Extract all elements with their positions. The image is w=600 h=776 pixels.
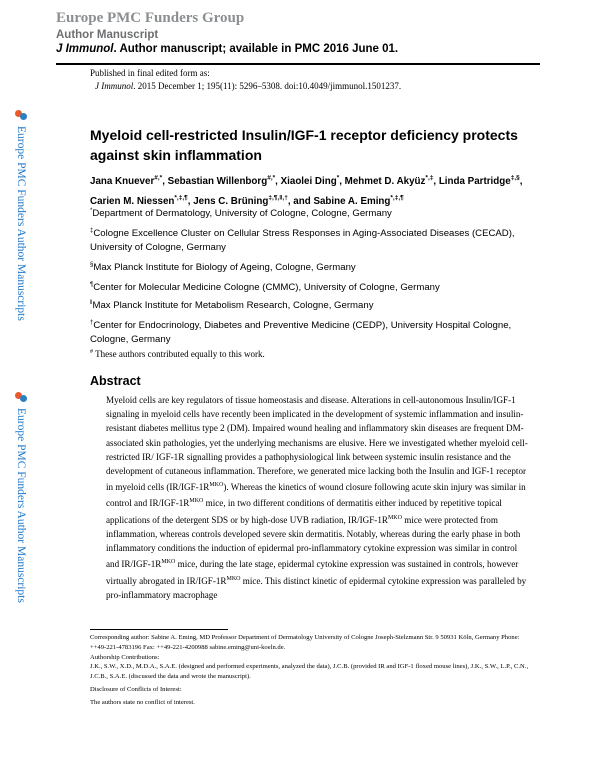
manuscript-type: Author Manuscript [56,29,159,41]
availability-line [56,43,398,55]
disclosure-text: The authors state no conflict of interest. [90,698,195,706]
published-label: Published in final edited form as: [90,68,210,78]
author: Xiaolei Ding*, [280,175,345,188]
side-label: Europe PMC Funders Author Manuscripts [15,126,27,321]
side-label: Europe PMC Funders Author Manuscripts [15,408,27,603]
author: Mehmet D. Akyüz*,‡, [344,175,439,188]
side-watermark-bottom [12,392,30,603]
footnotes [90,633,536,708]
published-citation-text: . 2015 December 1; 195(11): 5296–5308. doi:10.4049/jimmunol.1501237. [133,81,402,91]
paper-title: Myeloid cell-restricted Insulin/IGF-1 receptor deficiency protects against skin inflammation [90,127,518,163]
abstract-heading: Abstract [90,374,141,388]
affiliation: *Department of Dermatology, University of Cologne, Cologne, Germany [90,208,392,220]
affiliation: ‡Cologne Excellence Cluster on Cellular Stress Responses in Aging-Associated Diseases (CECAD), University of Cologne, Germany [90,228,515,253]
equal-contribution-note: # These authors contributed equally to this work. [90,349,265,359]
author: Jana Knuever#,*, [90,175,168,188]
author-list [90,171,530,210]
side-watermark-top [12,110,30,321]
contributions-text: J.K., S.W., X.D., M.D.A., S.A.E. (designed and performed experiments, analyzed the data), J.C.B. (provided IR and IGF-1 floxed mouse lines), J.K., S.W., L.P., C.N., J.C.B., S.A.E. (discussed the data and wrote the manuscript). [90,663,529,681]
published-info [90,67,401,93]
disclosure-label: Disclosure of Conflicts of Interest: [90,685,182,693]
author: Jens C. Brüning$^{\ddagger,\P,ǁ,\dagger}$, and [193,194,314,207]
europe-pmc-logo-icon [15,110,27,122]
journal-name: J Immunol [56,43,114,55]
abstract-body: Myeloid cells are key regulators of tissue homeostasis and disease. Alterations in cell-autonomous Insulin/IGF-1 signaling in myeloid cells have recently been implicated in the development of systemic inflammation and insulin-resistant diabetes mellitus type 2 (DM). Impaired wound healing and inflammatory skin diseases are frequent DM-associated skin pathologies, yet the underlying mechanisms are elusive. Here we investigated whether myeloid cell-restricted IR/ IGF-1R signalling provides a pathophysiological link between systemic insulin resistance and the development of cutaneous inflammation. Therefore, we generated mice lacking both the Insulin and IGF-1 receptor in myeloid cells $(IR/IGF-1R^{MKO})$. Whereas the kinetics of wound closure following acute skin injury was similar in control and $IR/IGF-1R^{MKO}$ mice, in two different conditions of dermatitis either induced by repetitive topical applications of the detergent SDS or by high-dose UVB radiation, $IR/IGF-1R^{MKO}$ mice were protected from inflammation, whereas controls developed severe skin dermatitis. Notably, whereas during the early phase in both inflammatory conditions the induction of epidermal pro-inflammatory cytokine expression was similar in control and $IR/IGF-1R^{MKO}$ mice, during the late stage, epidermal cytokine expression was sustained in controls, however virtually abrogated in $IR/IGF-1R^{MKO}$ mice. This distinct kinetic of epidermal cytokine expression was paralleled by pro-inflammatory macrophage [106,395,528,600]
availability-text: . Author manuscript; available in PMC 2016 June 01. [113,43,399,55]
europe-pmc-logo-icon [15,392,27,404]
author: Sabine A. Eming*,‡,¶ [313,194,404,207]
author: Sebastian Willenborg#,*, [167,175,281,188]
affiliation: §Max Planck Institute for Biology of Ageing, Cologne, Germany [90,262,356,274]
corresponding-author: Corresponding author: Sabine A. Eming, MD Professor Department of Dermatology University of Cologne Joseph-Stelzmann Str. 9 50931 Köln, Germany Phone: ++49-221-4783196 Fax: ++49-221-4200988 sabine.eming@uni-koeln.de. [90,634,520,651]
affiliation: †Center for Endocrinology, Diabetes and Preventive Medicine (CEDP), University Hospital Cologne, Cologne, Germany [90,320,512,345]
affiliation: ¶Center for Molecular Medicine Cologne (CMMC), University of Cologne, Germany [90,282,440,294]
author: Carien M. Niessen*,‡,¶, [90,194,194,207]
contributions-label: Authorship Contributions: [90,653,160,661]
author: Linda Partridge‡,§, [438,175,523,188]
affiliation: $^ǁ$Max Planck Institute for Metabolism Research, Cologne, Germany [90,300,374,312]
published-journal: J Immunol [95,81,134,91]
funders-group-title: Europe PMC Funders Group [56,10,245,26]
footnote-rule [90,629,228,630]
published-citation [90,80,401,93]
header-rule [56,63,540,65]
